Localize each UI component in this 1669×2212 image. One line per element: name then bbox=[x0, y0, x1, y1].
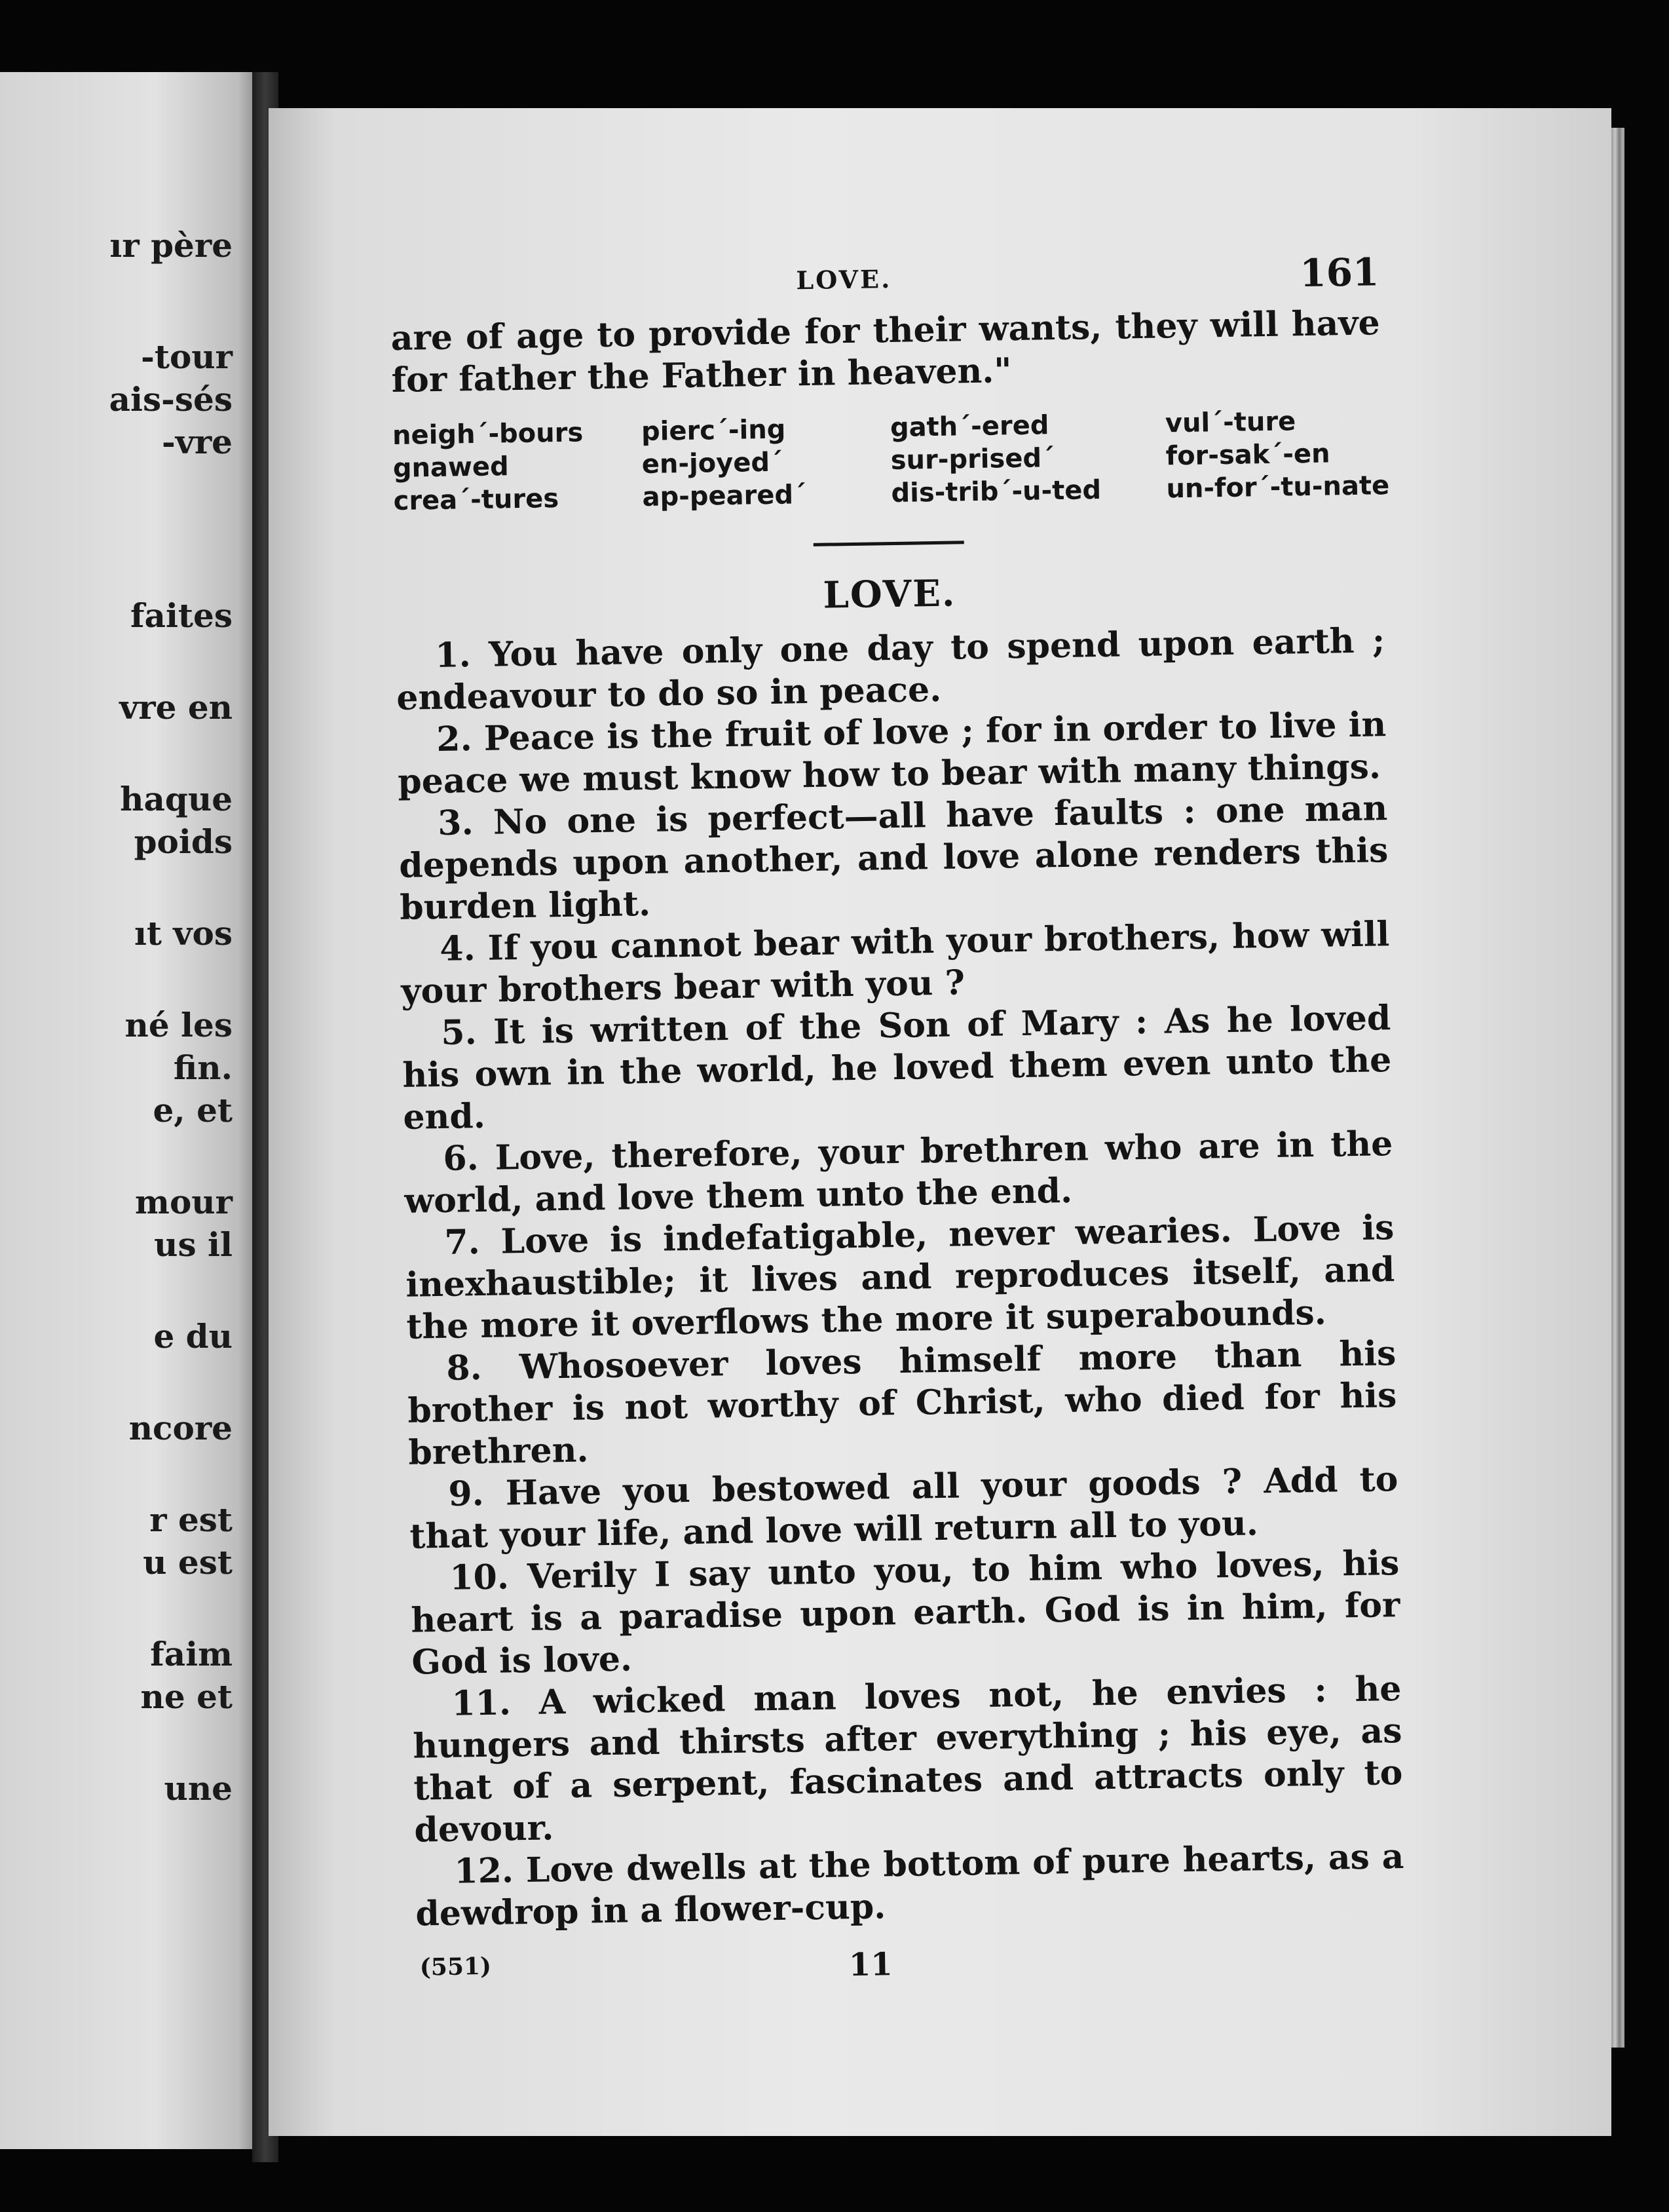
page-content bbox=[390, 250, 1406, 1999]
signature-mark: (551) bbox=[419, 1952, 492, 1981]
numbered-paragraph: 1. You have only one day to spend upon earth ; endeavour to do so in peace. bbox=[396, 620, 1385, 718]
vocabulary-word: pierc´-ing bbox=[641, 414, 786, 447]
continuation-text: are of age to provide for their wants, they will have for father the Father in heaven." bbox=[390, 303, 1381, 400]
vocabulary-word: sur-prised´ bbox=[890, 443, 1055, 476]
numbered-paragraph: 10. Verily I say unto you, to him who loves, his heart is a paradise upon earth. God is in him, for God is love. bbox=[411, 1543, 1400, 1683]
vocabulary-word: for-sak´-en bbox=[1165, 438, 1330, 472]
right-page bbox=[269, 108, 1611, 2136]
numbered-paragraph: 2. Peace is the fruit of love ; for in order to live in peace we must know how to bear with many things. bbox=[397, 704, 1387, 802]
numbered-paragraph: 11. A wicked man loves not, he envies : he hungers and thirsts after everything ; his eye, as that of a serpent, fascinates and attracts only to devour. bbox=[413, 1669, 1403, 1850]
left-page-text-fragment: ne et bbox=[140, 1677, 233, 1716]
left-page-text-fragment: poids bbox=[134, 822, 233, 861]
page-number: 161 bbox=[1299, 250, 1379, 296]
left-page-text-fragment: u est bbox=[143, 1543, 233, 1582]
paragraph-list bbox=[396, 620, 1405, 1935]
numbered-paragraph: 3. No one is perfect—all have faults : one man depends upon another, and love alone renders this burden light. bbox=[398, 788, 1389, 928]
sheet-number: 11 bbox=[848, 1946, 893, 1984]
left-page-text-fragment: us il bbox=[154, 1225, 233, 1264]
vocabulary-word: en-joyed´ bbox=[641, 447, 783, 480]
vocabulary-word: vul´-ture bbox=[1165, 406, 1296, 439]
vocabulary-word: gnawed bbox=[392, 451, 510, 484]
left-page-text-fragment: ncore bbox=[128, 1409, 233, 1447]
numbered-paragraph: 4. If you cannot bear with your brothers, how will your brothers bear with you ? bbox=[400, 914, 1390, 1012]
left-page-text-fragment: mour bbox=[135, 1183, 233, 1221]
left-page-text-fragment: une bbox=[164, 1769, 233, 1808]
vocabulary-word: ap-peared´ bbox=[642, 480, 807, 512]
left-page-text-fragment: faites bbox=[130, 596, 233, 635]
numbered-paragraph: 8. Whosoever loves himself more than his brother is not worthy of Christ, who died for his brethren. bbox=[407, 1333, 1397, 1473]
left-page-text-fragment: ais-sés bbox=[109, 380, 233, 419]
section-title: LOVE. bbox=[823, 571, 956, 617]
numbered-paragraph: 6. Love, therefore, your brethren who are in the world, and love them unto the end. bbox=[403, 1124, 1393, 1221]
vocabulary-list bbox=[392, 404, 1390, 517]
left-page-text-fragment: ıt vos bbox=[134, 914, 233, 953]
vocabulary-word: gath´-ered bbox=[890, 410, 1049, 444]
vocabulary-word: neigh´-bours bbox=[392, 417, 584, 451]
left-facing-page bbox=[0, 72, 259, 2149]
left-page-text-fragment: vre en bbox=[119, 688, 233, 727]
vocabulary-word: dis-trib´-u-ted bbox=[891, 474, 1102, 509]
numbered-paragraph: 12. Love dwells at the bottom of pure hearts, as a dewdrop in a flower-cup. bbox=[415, 1836, 1404, 1934]
left-page-text-fragment: -vre bbox=[162, 423, 233, 461]
left-page-text-fragment: r est bbox=[149, 1500, 233, 1539]
numbered-paragraph: 9. Have you bestowed all your goods ? Add to that your life, and love will return all to you. bbox=[409, 1459, 1398, 1557]
section-divider bbox=[814, 541, 964, 546]
left-page-text-fragment: né les bbox=[124, 1006, 233, 1044]
running-title: LOVE. bbox=[796, 263, 892, 296]
left-page-text-fragment: e du bbox=[153, 1317, 233, 1356]
left-page-text-fragment: e, et bbox=[153, 1091, 233, 1130]
left-page-text-fragment: -tour bbox=[141, 337, 233, 376]
numbered-paragraph: 7. Love is indefatigable, never wearies. Love is inexhaustible; it lives and reproduces itself, and the more it overflows the more it superabounds. bbox=[405, 1208, 1395, 1347]
page-footer bbox=[416, 1938, 1406, 2000]
left-page-text-fragment: faim bbox=[150, 1635, 233, 1673]
vocabulary-word: crea´-tures bbox=[393, 483, 559, 516]
left-page-text-fragment: haque bbox=[120, 780, 233, 818]
left-page-text-fragment: ır père bbox=[109, 226, 233, 265]
left-page-text-fragment: fin. bbox=[173, 1048, 233, 1087]
numbered-paragraph: 5. It is written of the Son of Mary : As he loved his own in the world, he loved them even unto the end. bbox=[402, 998, 1392, 1137]
vocabulary-word: un-for´-tu-nate bbox=[1166, 470, 1390, 505]
